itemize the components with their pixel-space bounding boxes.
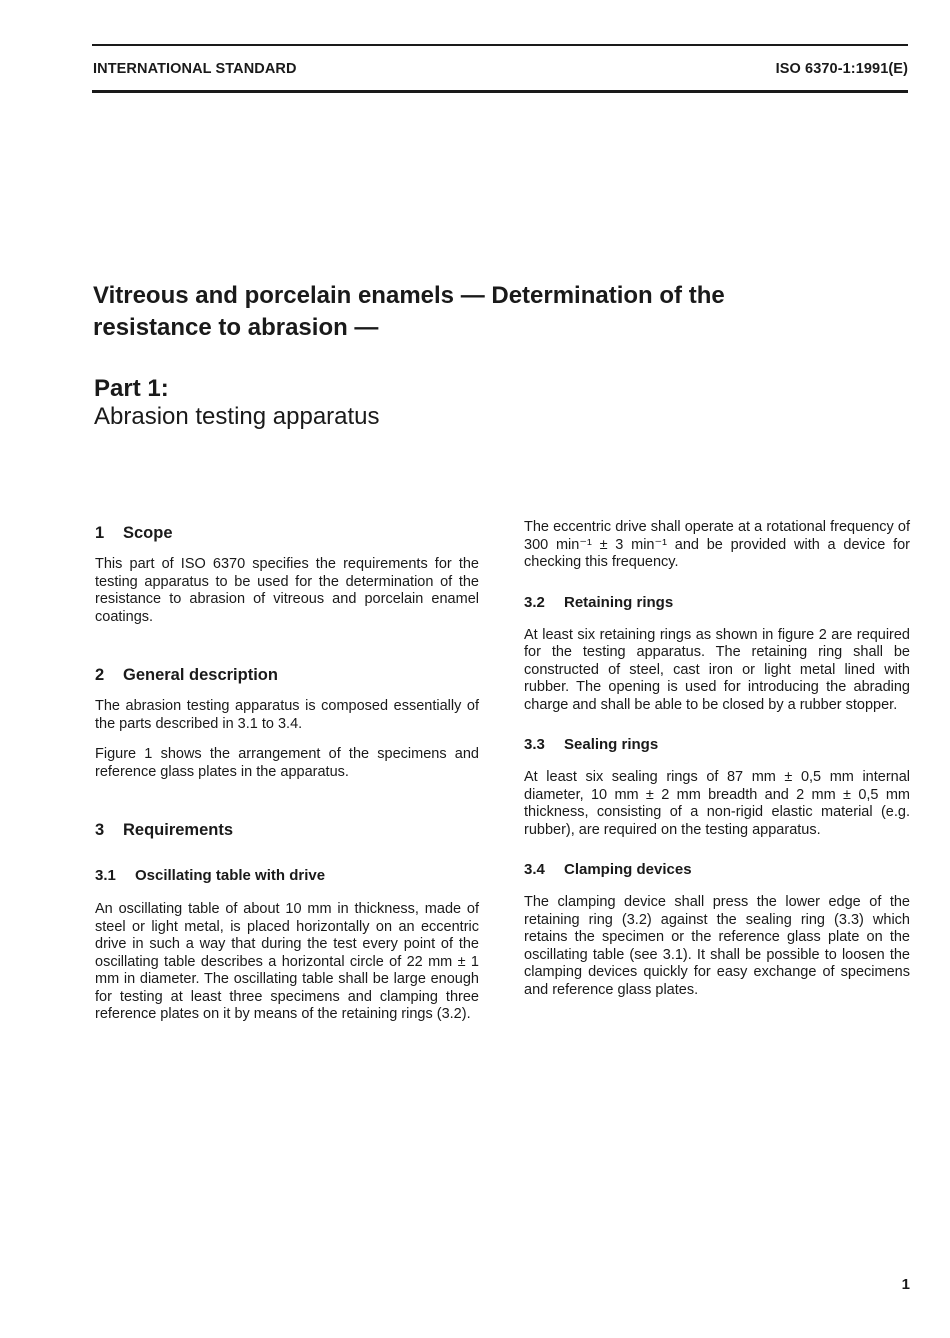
section-heading-general-description: 2 General description — [95, 666, 278, 684]
document-title — [93, 280, 873, 344]
subsection-heading-3-3: 3.3 Sealing rings — [524, 736, 659, 753]
subsection-3-1-paragraph: An oscillating table of about 10 mm in thickness, made of steel or light metal, is placed horizontally on an eccentric drive in such a way that during the test every point of the oscillating table describes a horizontal circle of 22 mm ± 1 mm in diameter. The oscillating table shall be large enough for testing at least three specimens and clamping three reference plates on it by means of the retaining rings (3.2). — [95, 901, 479, 1022]
subsection-3-2-paragraph: At least six retaining rings as shown in figure 2 are required for the testing apparatus. The retaining ring shall be constructed of steel, cast iron or light metal lined with rubber. The opening is used for introducing the abrading charge and shall be able to be closed by a rubber stopper. — [524, 626, 910, 713]
title-line-1: Vitreous and porcelain enamels — Determination of the — [93, 282, 725, 309]
scope-paragraph: This part of ISO 6370 specifies the requirements for the testing apparatus to be used for the determination of the resistance to abrasion of vitreous and porcelain enamel coatings. — [95, 556, 479, 625]
subsection-3-4-paragraph: The clamping device shall press the lower edge of the retaining ring (3.2) against the sealing ring (3.3) which retains the specimen or the reference glass plate on the oscillating table (see 3.1). It shall be possible to loosen the clamping devices quickly for easy exchange of specimens and reference glass plates. — [524, 894, 910, 998]
general-paragraph-2: Figure 1 shows the arrangement of the specimens and reference glass plates in the apparatus. — [95, 746, 479, 780]
subsection-heading-3-2: 3.2 Retaining rings — [524, 593, 674, 611]
page-number: 1 — [901, 1276, 910, 1293]
part-subtitle: Abrasion testing apparatus — [94, 403, 380, 430]
header-document-type: INTERNATIONAL STANDARD — [93, 61, 297, 77]
general-paragraph-1: The abrasion testing apparatus is composed essentially of the parts described in 3.1 to 3.4. — [95, 698, 479, 732]
subsection-3-1-continued-paragraph: The eccentric drive shall operate at a rotational frequency of 300 min⁻¹ ± 3 min⁻¹ and be provided with a device for checking this frequency. — [524, 519, 910, 570]
subsection-heading-3-4: 3.4 Clamping devices — [524, 861, 692, 878]
subsection-3-3-paragraph: At least six sealing rings of 87 mm ± 0,5 mm internal diameter, 10 mm ± 2 mm breadth and 2 mm ± 0,5 mm thickness, consisting of a non-rigid elastic material (e.g. rubber), are required on the testing apparatus. — [524, 769, 910, 838]
right-column — [524, 519, 910, 999]
left-column — [95, 522, 479, 1024]
subsection-heading-3-1: 3.1 Oscillating table with drive — [95, 867, 326, 884]
header-top-rule — [92, 44, 908, 46]
section-heading-requirements: 3 Requirements — [95, 821, 234, 839]
header-bottom-rule — [92, 90, 908, 93]
part-label: Part 1: — [94, 375, 169, 402]
title-line-2: resistance to abrasion — — [93, 314, 379, 341]
section-heading-scope: 1 Scope — [95, 524, 173, 542]
header-standard-number: ISO 6370-1:1991(E) — [775, 61, 908, 77]
